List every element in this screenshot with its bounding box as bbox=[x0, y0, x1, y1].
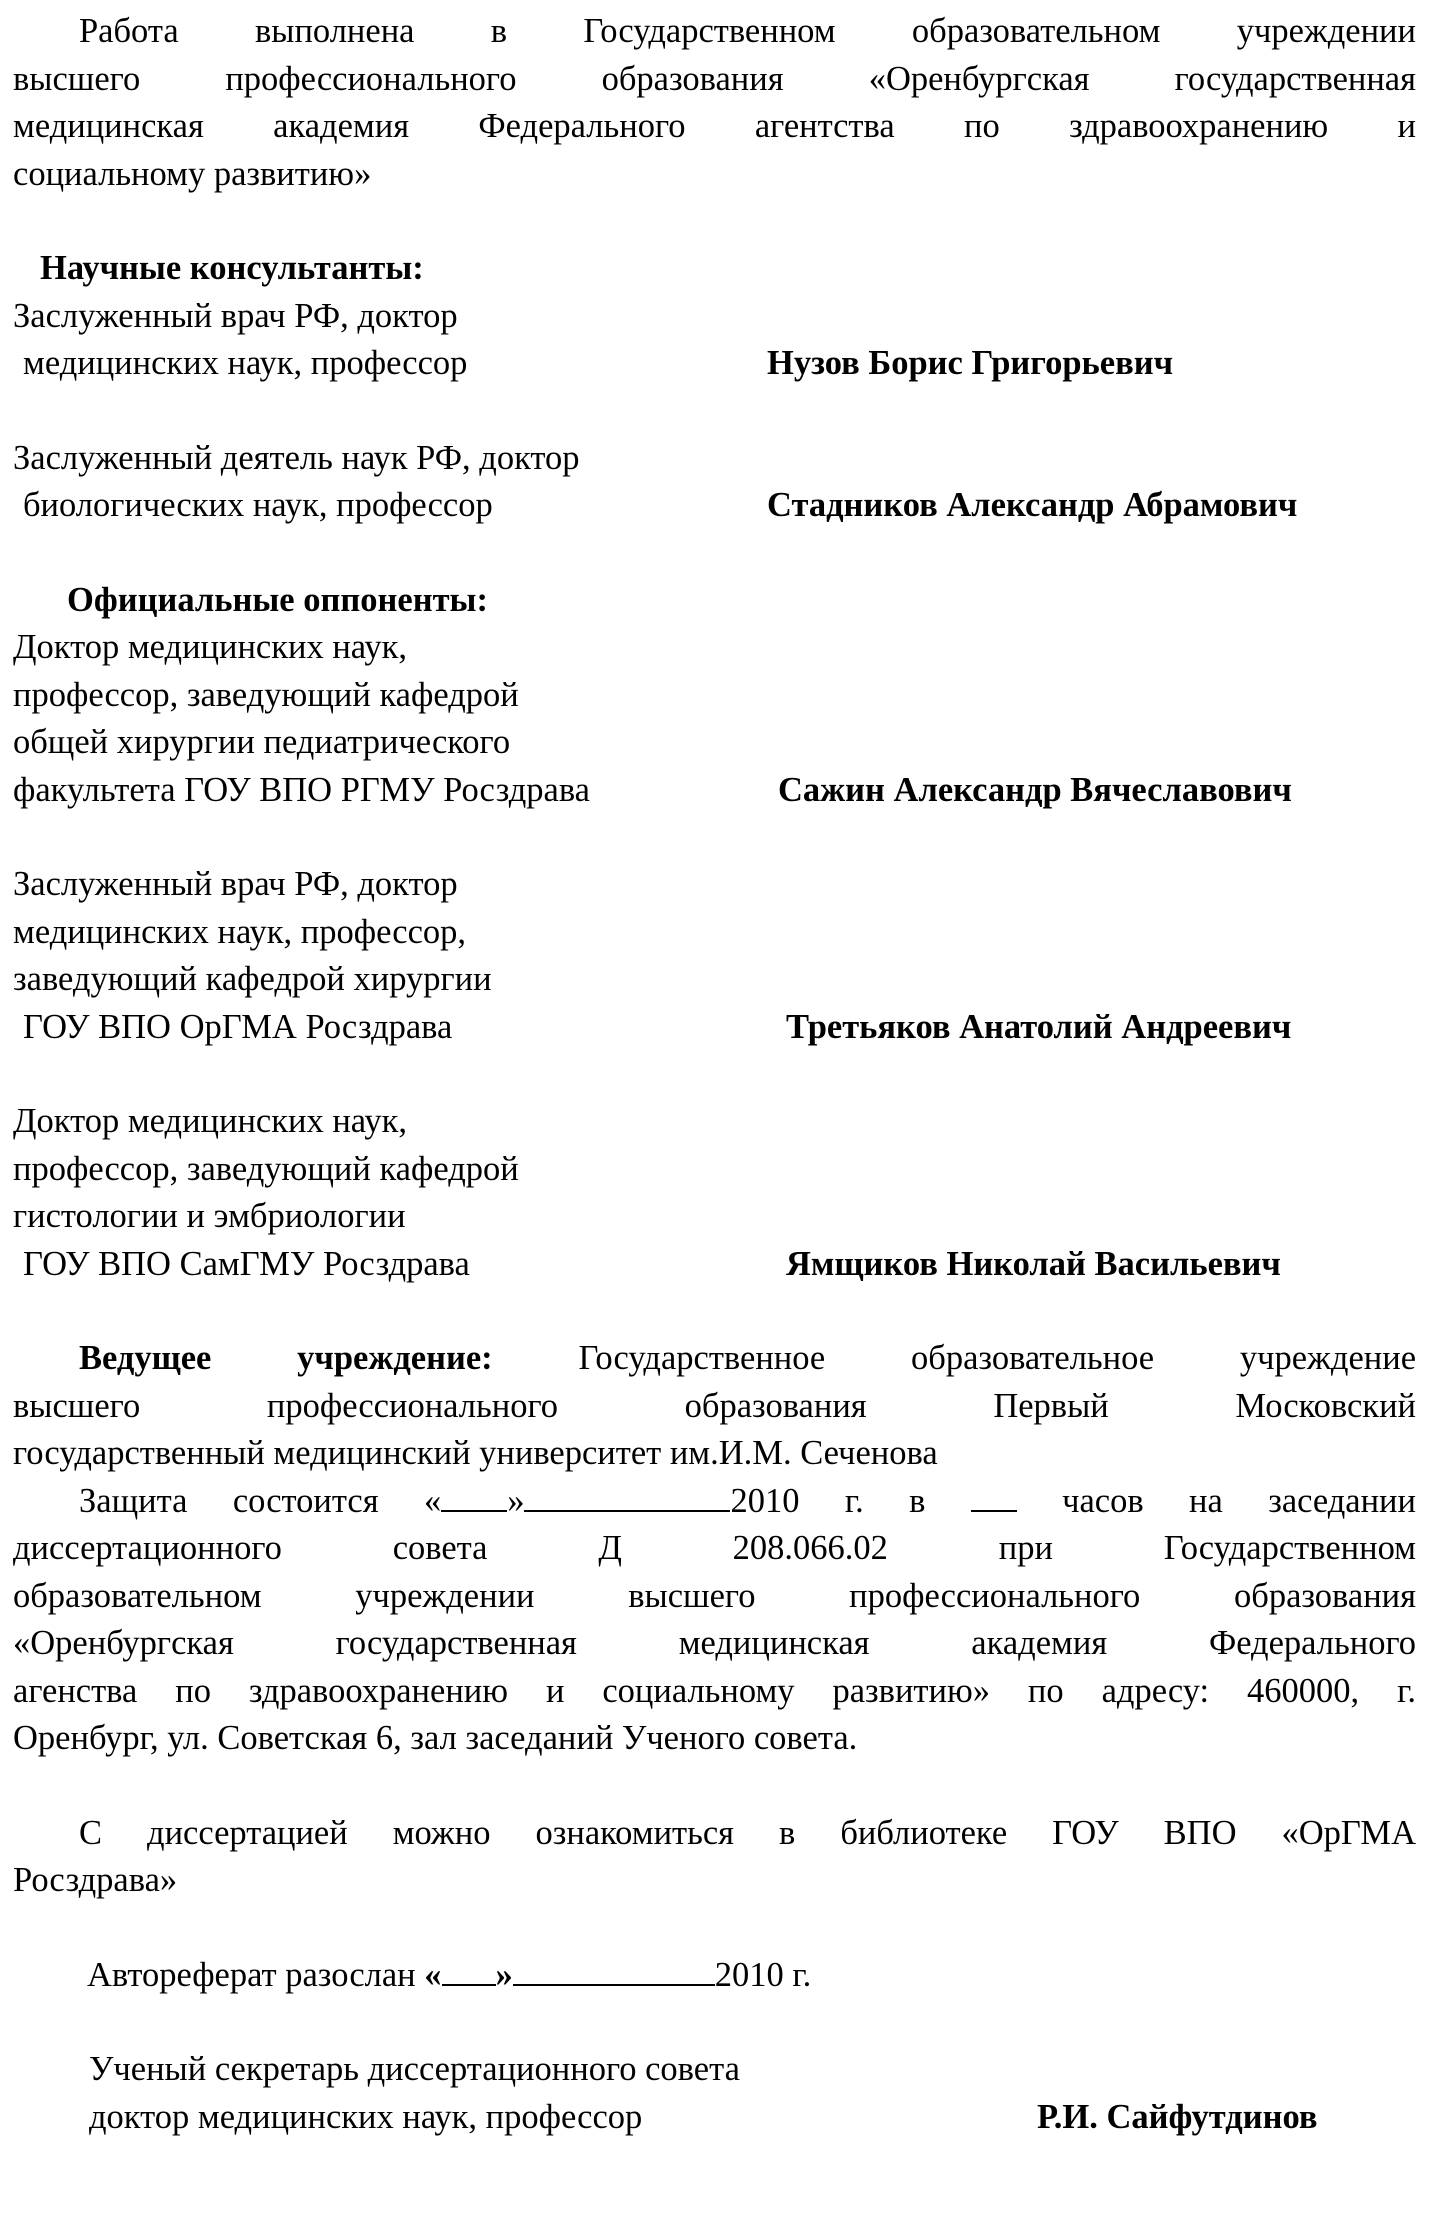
mailing-day-blank bbox=[442, 1952, 496, 1986]
consultants-heading: Научные консультанты: bbox=[40, 249, 424, 287]
defense-line-2: диссертационного совета Д 208.066.02 при Государственном bbox=[13, 1529, 1416, 1567]
day-blank bbox=[441, 1478, 507, 1512]
opponent-title-line: ГОУ ВПО ОрГМА Росздрава bbox=[23, 1007, 453, 1046]
opponent-title-line: факультета ГОУ ВПО РГМУ Росздрава bbox=[13, 770, 590, 809]
opponent-title-line: Заслуженный врач РФ, доктор bbox=[13, 865, 458, 903]
opponent-name: Ямщиков Николай Васильевич bbox=[786, 1244, 1281, 1283]
hour-blank bbox=[971, 1478, 1017, 1512]
secretary-block bbox=[13, 2046, 1416, 2141]
opponent-title-line: ГОУ ВПО СамГМУ Росздрава bbox=[23, 1244, 470, 1283]
library-line-2: Росздрава» bbox=[13, 1861, 178, 1899]
opponent-title-line: профессор, заведующий кафедрой bbox=[13, 1149, 519, 1188]
opponent-entry bbox=[13, 861, 1416, 1051]
opponent-title-line: Доктор медицинских наук, bbox=[13, 628, 408, 666]
library-line-1: С диссертацией можно ознакомиться в библиотеке ГОУ ВПО «ОрГМА bbox=[79, 1813, 1416, 1852]
secretary-title-line: Ученый секретарь диссертационного совета bbox=[89, 2050, 740, 2088]
consultant-title-line: медицинских наук, профессор bbox=[23, 344, 468, 382]
opponent-name: Сажин Александр Вячеславович bbox=[778, 770, 1292, 809]
mailing-text: 2010 г. bbox=[714, 1955, 812, 1994]
leading-line-2: высшего профессионального образования Первый Московский bbox=[13, 1386, 1416, 1425]
consultants-section bbox=[13, 245, 1416, 530]
opponents-section bbox=[13, 577, 1416, 1289]
leading-line-1 bbox=[13, 1335, 1416, 1383]
defense-text: » bbox=[507, 1481, 525, 1520]
secretary-name: Р.И. Сайфутдинов bbox=[1037, 2097, 1318, 2136]
defense-line-5: агенства по здравоохранению и социальному развитию» по адресу: 460000, г. bbox=[13, 1671, 1416, 1710]
document-page bbox=[13, 8, 1416, 2141]
leading-line-3: государственный медицинский университет им.И.М. Сеченова bbox=[13, 1434, 938, 1472]
defense-line-4: «Оренбургская государственная медицинская академия Федерального bbox=[13, 1624, 1416, 1662]
mailing-quote: » bbox=[495, 1955, 513, 1994]
defense-line-3: образовательном учреждении высшего профессионального образования bbox=[13, 1576, 1416, 1615]
opponent-name: Третьяков Анатолий Андреевич bbox=[786, 1007, 1292, 1046]
intro-line-1: Работа выполнена в Государственном образовательном учреждении bbox=[79, 12, 1416, 50]
defense-line-1 bbox=[13, 1478, 1416, 1526]
consultant-entry bbox=[13, 293, 1416, 388]
leading-text: Государственное образовательное учреждение bbox=[492, 1339, 1417, 1377]
defense-paragraph bbox=[13, 1478, 1416, 1763]
intro-line-2: высшего профессионального образования «Оренбургская государственная bbox=[13, 59, 1416, 98]
consultant-title-line: биологических наук, профессор bbox=[23, 486, 493, 524]
mailing-month-blank bbox=[513, 1952, 715, 1986]
opponent-title-line: гистологии и эмбриологии bbox=[13, 1197, 406, 1235]
defense-line-6: Оренбург, ул. Советская 6, зал заседаний Ученого совета. bbox=[13, 1719, 858, 1757]
month-blank bbox=[524, 1478, 730, 1512]
opponent-title-line: медицинских наук, профессор, bbox=[13, 912, 467, 951]
consultant-name: Нузов Борис Григорьевич bbox=[767, 344, 1174, 382]
opponent-title-line: профессор, заведующий кафедрой bbox=[13, 675, 519, 714]
opponent-entry bbox=[13, 624, 1416, 814]
intro-paragraph bbox=[13, 8, 1416, 198]
mailing-line bbox=[13, 1952, 1416, 2000]
defense-text: Защита состоится « bbox=[79, 1481, 442, 1520]
intro-line-3: медицинская академия Федерального агентства по здравоохранению и bbox=[13, 107, 1416, 145]
consultant-title-line: Заслуженный врач РФ, доктор bbox=[13, 296, 458, 335]
leading-institution-paragraph bbox=[13, 1335, 1416, 1478]
mailing-quote: « bbox=[424, 1955, 442, 1994]
opponent-title-line: общей хирургии педиатрического bbox=[13, 723, 511, 761]
opponent-entry bbox=[13, 1098, 1416, 1288]
consultant-name: Стадников Александр Абрамович bbox=[767, 486, 1298, 524]
opponent-title-line: заведующий кафедрой хирургии bbox=[13, 960, 492, 998]
leading-label: Ведущее учреждение: bbox=[79, 1339, 493, 1377]
defense-text: 2010 г. в bbox=[730, 1481, 971, 1520]
opponents-heading: Официальные оппоненты: bbox=[67, 580, 488, 619]
library-paragraph bbox=[13, 1810, 1416, 1905]
intro-line-4: социальному развитию» bbox=[13, 154, 372, 193]
defense-text: часов на заседании bbox=[1016, 1481, 1416, 1520]
mailing-text: Автореферат разослан bbox=[87, 1955, 425, 1994]
secretary-title-line: доктор медицинских наук, профессор bbox=[89, 2097, 643, 2136]
opponent-title-line: Доктор медицинских наук, bbox=[13, 1102, 408, 1140]
consultant-entry bbox=[13, 435, 1416, 530]
consultant-title-line: Заслуженный деятель наук РФ, доктор bbox=[13, 438, 580, 477]
